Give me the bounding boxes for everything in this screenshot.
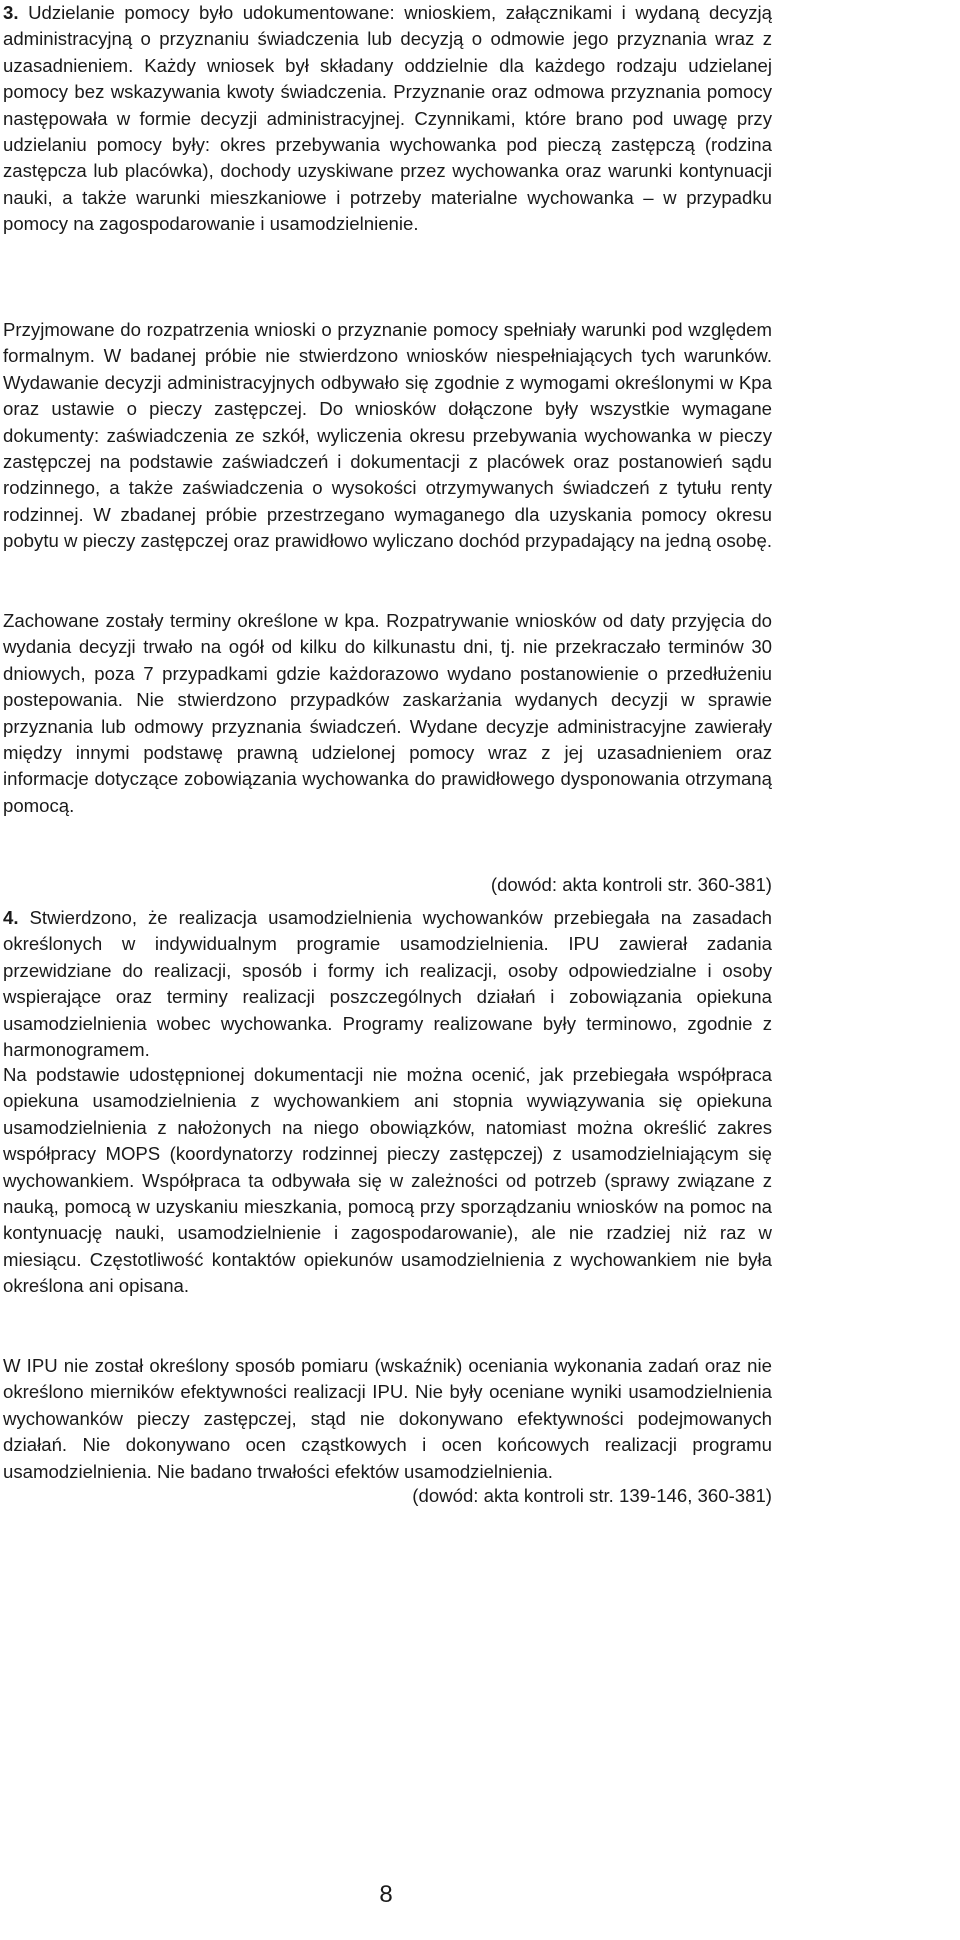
section-3-paragraph [3,0,772,238]
section-4-number: 4. [3,907,19,928]
ipu-evaluation-paragraph: W IPU nie został określony sposób pomiaru (wskaźnik) oceniania wykonania zadań oraz nie określono mierników efektywności realizacji IPU. Nie były oceniane wyniki usamodzielnienia wychowanków pieczy zastępczej, stąd nie dokonywano efektywności podejmowanych działań. Nie dokonywano ocen cząstkowych i ocen końcowych realizacji programu usamodzielnienia. Nie badano trwałości efektów usamodzielnienia. [3,1355,772,1482]
section-3-number: 3. [3,2,19,23]
formal-requirements-paragraph: Przyjmowane do rozpatrzenia wnioski o przyznanie pomocy spełniały warunki pod względem formalnym. W badanej próbie nie stwierdzono wniosków niespełniających tych warunków. Wydawanie decyzji administracyjnych odbywało się zgodnie z wymogami określonymi w Kpa oraz ustawie o pieczy zastępczej. Do wniosków dołączone były wszystkie wymagane dokumenty: zaświadczenia ze szkół, wyliczenia okresu przebywania wychowanka w pieczy zastępczej na podstawie zaświadczeń i dokumentacji z placówek oraz postanowień sądu rodzinnego, a także zaświadczenia o wysokości otrzymywanych świadczeń z tytułu renty rodzinnej. W zbadanej próbie przestrzegano wymaganego dla uzyskania pomocy okresu pobytu w pieczy zastępczej oraz prawidłowo wyliczano dochód przypadający na jedną osobę. [3,319,772,552]
section-4-paragraph [3,905,772,1063]
evidence-reference-1: (dowód: akta kontroli str. 360-381) [490,874,772,895]
cooperation-paragraph: Na podstawie udostępnionej dokumentacji nie można ocenić, jak przebiegała współpraca opiekuna usamodzielnienia z wychowankiem ani stopnia wywiązywania się opiekuna usamodzielnienia z nałożonych na niego obowiązków, natomiast można określić zakres współpracy MOPS (koordynatorzy rodzinnej pieczy zastępczej) z usamodzielniającym się wychowankiem. Współpraca ta odbywała się w zależności od potrzeb (sprawy związane z nauką, pomocą w uzyskaniu mieszkania, pomocą przy sporządzaniu wniosków na pomoc na kontynuację nauki, usamodzielnienie i zagospodarowanie), ale nie rzadziej niż raz w miesiącu. Częstotliwość kontaktów opiekunów usamodzielnienia z wychowankiem nie była określona ani opisana. [3,1064,772,1297]
section-3-text: Udzielanie pomocy było udokumentowane: wnioskiem, załącznikami i wydaną decyzją administracyjną o przyznaniu świadczenia lub decyzją o odmowie jego przyznania wraz z uzasadnieniem. Każdy wniosek był składany oddzielnie dla każdego rodzaju udzielanej pomocy bez wskazywania kwoty świadczenia. Przyznanie oraz odmowa przyznania pomocy następowała w formie decyzji administracyjnej. Czynnikami, które brano pod uwagę przy udzielaniu pomocy były: okres przebywania wychowanka pod pieczą zastępczą (rodzina zastępcza lub placówka), dochody uzyskiwane przez wychowanka oraz warunki kontynuacji nauki, a także warunki mieszkaniowe i potrzeby materialne wychowanka – w przypadku pomocy na zagospodarowanie i usamodzielnienie. [3,2,772,235]
deadlines-paragraph: Zachowane zostały terminy określone w kpa. Rozpatrywanie wniosków od daty przyjęcia do wydania decyzji trwało na ogół od kilku do kilkunastu dni, tj. nie przekraczało terminów 30 dniowych, poza 7 przypadkami gdzie każdorazowo wydano postanowienie o przedłużeniu postepowania. Nie stwierdzono przypadków zaskarżania wydanych decyzji w sprawie przyznania lub odmowy przyznania świadczeń. Wydane decyzje administracyjne zawierały między innymi podstawę prawną udzielonej pomocy wraz z jej uzasadnieniem oraz informacje dotyczące zobowiązania wychowanka do prawidłowego dysponowania otrzymaną pomocą. [3,610,772,816]
evidence-reference-2: (dowód: akta kontroli str. 139-146, 360-381) [412,1485,772,1506]
page-number: 8 [379,1881,393,1908]
section-4-text: Stwierdzono, że realizacja usamodzielnienia wychowanków przebiegała na zasadach określonych w indywidualnym programie usamodzielnienia. IPU zawierał zadania przewidziane do realizacji, sposób i formy ich realizacji, osoby odpowiedzialne i osoby wspierające oraz terminy realizacji poszczególnych działań i zobowiązania opiekuna usamodzielnienia wobec wychowanka. Programy realizowane były terminowo, zgodnie z harmonogramem. [3,907,772,1061]
